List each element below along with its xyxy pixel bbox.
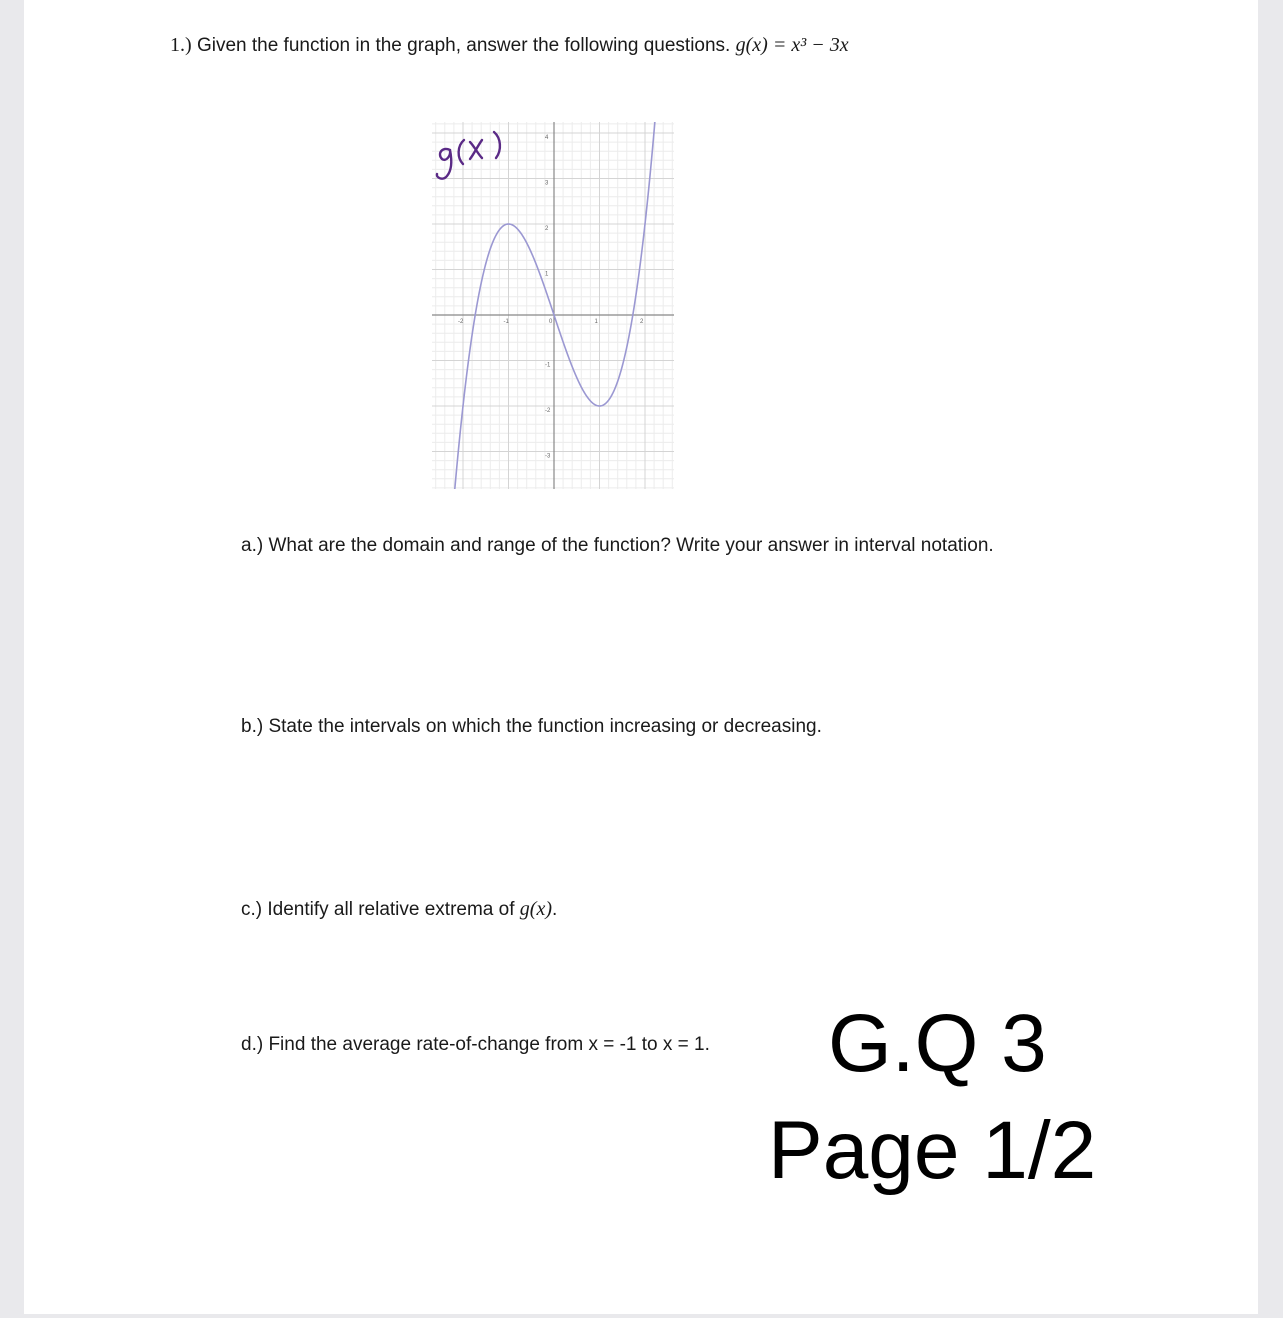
y-tick-label: -3 — [545, 453, 551, 460]
worksheet-page — [24, 0, 1258, 1314]
handwritten-gx-label — [434, 128, 516, 186]
part-c-math: g(x) — [519, 898, 552, 920]
part-d: d.) Find the average rate-of-change from x = -1 to x = 1. — [241, 1034, 710, 1055]
y-tick-label: 1 — [545, 271, 549, 278]
x-tick-label: -1 — [503, 319, 509, 325]
question-number: 1.) — [170, 34, 192, 56]
stamp-line-2: Page 1/2 — [768, 1105, 1097, 1196]
part-c-suffix: . — [551, 899, 558, 920]
y-tick-label: 3 — [545, 180, 549, 187]
part-a: a.) What are the domain and range of the function? Write your answer in interval notation. — [241, 535, 994, 556]
x-tick-label: 0 — [549, 319, 553, 325]
stamp-line-1: G.Q 3 — [828, 998, 1047, 1089]
y-tick-label: 4 — [545, 135, 549, 141]
x-tick-label: 2 — [640, 319, 644, 325]
x-tick-label: 1 — [594, 319, 598, 325]
question-formula: g(x) = x³ − 3x — [735, 34, 849, 56]
part-c-text: c.) Identify all relative extrema of — [241, 899, 515, 920]
y-tick-label: 2 — [545, 226, 549, 232]
y-tick-label: -1 — [545, 362, 551, 369]
part-c — [241, 898, 557, 921]
part-b: b.) State the intervals on which the function increasing or decreasing. — [241, 716, 822, 737]
question-text: Given the function in the graph, answer the following questions. — [196, 35, 731, 56]
x-tick-label: -2 — [458, 319, 464, 325]
y-tick-label: -2 — [545, 408, 551, 414]
question-title — [170, 34, 849, 57]
